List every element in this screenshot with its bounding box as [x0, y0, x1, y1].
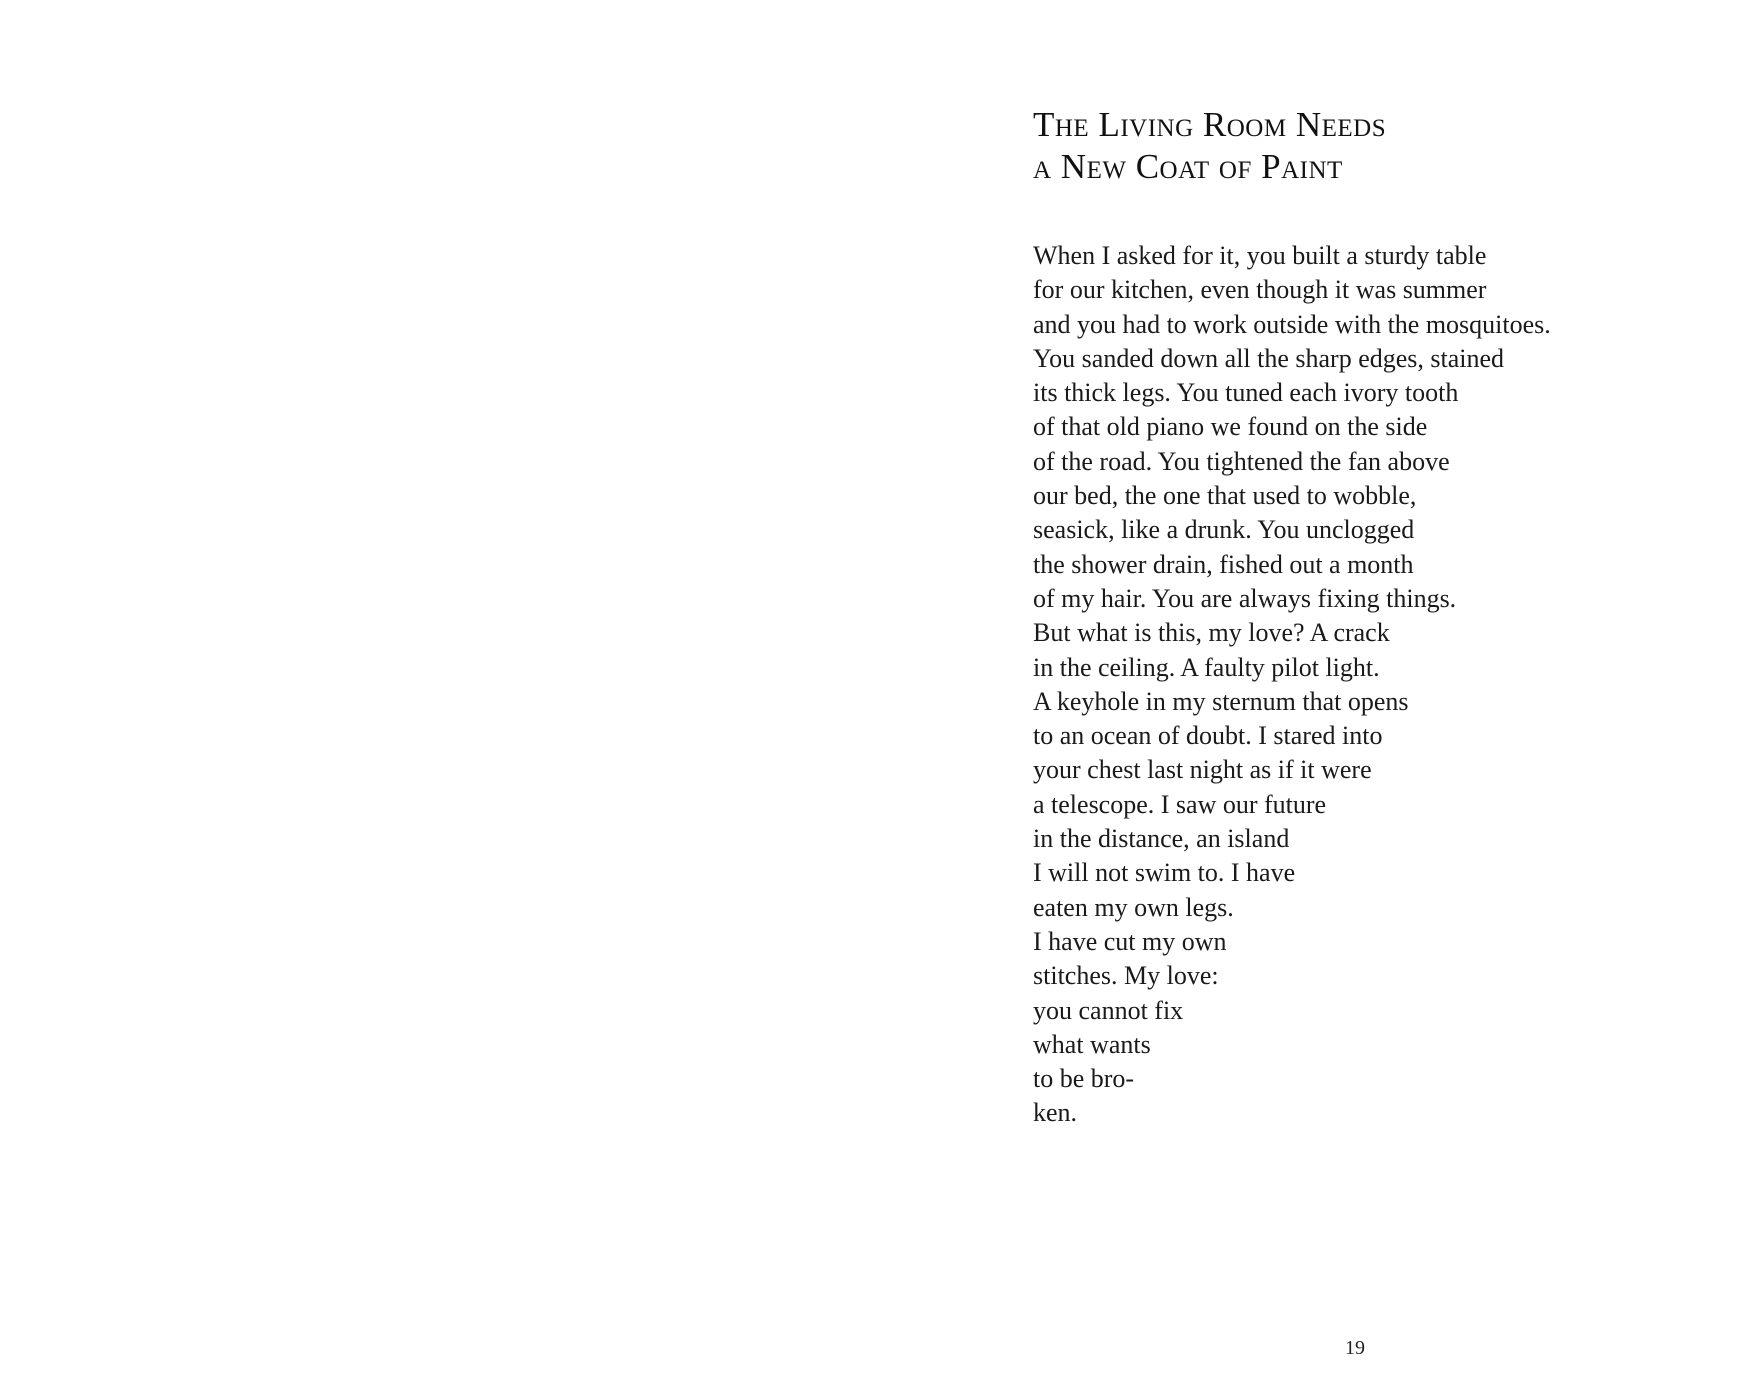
poem-line: of the road. You tightened the fan above	[1033, 446, 1450, 476]
poem-line: in the ceiling. A faulty pilot light.	[1033, 652, 1380, 682]
poem-title-line: The Living Room Needs	[1033, 105, 1387, 144]
poem-line: of that old piano we found on the side	[1033, 412, 1428, 442]
poem-line: When I asked for it, you built a sturdy table	[1033, 241, 1487, 270]
poem-line: its thick legs. You tuned each ivory tooth	[1033, 378, 1459, 408]
poem-line: eaten my own legs.	[1033, 892, 1234, 922]
poem-line: You sanded down all the sharp edges, stained	[1033, 343, 1505, 373]
poem-line: seasick, like a drunk. You unclogged	[1033, 515, 1415, 545]
poem-line: a telescope. I saw our future	[1033, 789, 1327, 819]
poem-title-line: a New Coat of Paint	[1033, 147, 1343, 186]
page-number: 19	[1345, 1337, 1365, 1359]
poem-line: But what is this, my love? A crack	[1033, 618, 1390, 648]
poem-line: the shower drain, fished out a month	[1033, 549, 1414, 579]
poem-line: of my hair. You are always fixing things.	[1033, 583, 1457, 613]
right-page	[875, 0, 1750, 1400]
poem-line: our bed, the one that used to wobble,	[1033, 481, 1417, 511]
poem-line: and you had to work outside with the mosquitoes.	[1033, 309, 1551, 339]
poem-body	[1033, 239, 1551, 1131]
poem-line: to an ocean of doubt. I stared into	[1033, 721, 1383, 751]
poem-line: to be bro-	[1033, 1064, 1135, 1094]
poem-line: in the distance, an island	[1033, 824, 1290, 854]
poem-line: A keyhole in my sternum that opens	[1033, 686, 1409, 716]
poem-line: for our kitchen, even though it was summer	[1033, 275, 1487, 305]
poem-line: ken.	[1033, 1098, 1078, 1128]
poem-line: I have cut my own	[1033, 926, 1227, 956]
poem-line: what wants	[1033, 1029, 1151, 1059]
poem-title	[1033, 104, 1386, 188]
poem-line: your chest last night as if it were	[1033, 755, 1372, 785]
poem-line: stitches. My love:	[1033, 961, 1219, 991]
poem-line: I will not swim to. I have	[1033, 858, 1296, 888]
poem-line: you cannot fix	[1033, 995, 1184, 1025]
